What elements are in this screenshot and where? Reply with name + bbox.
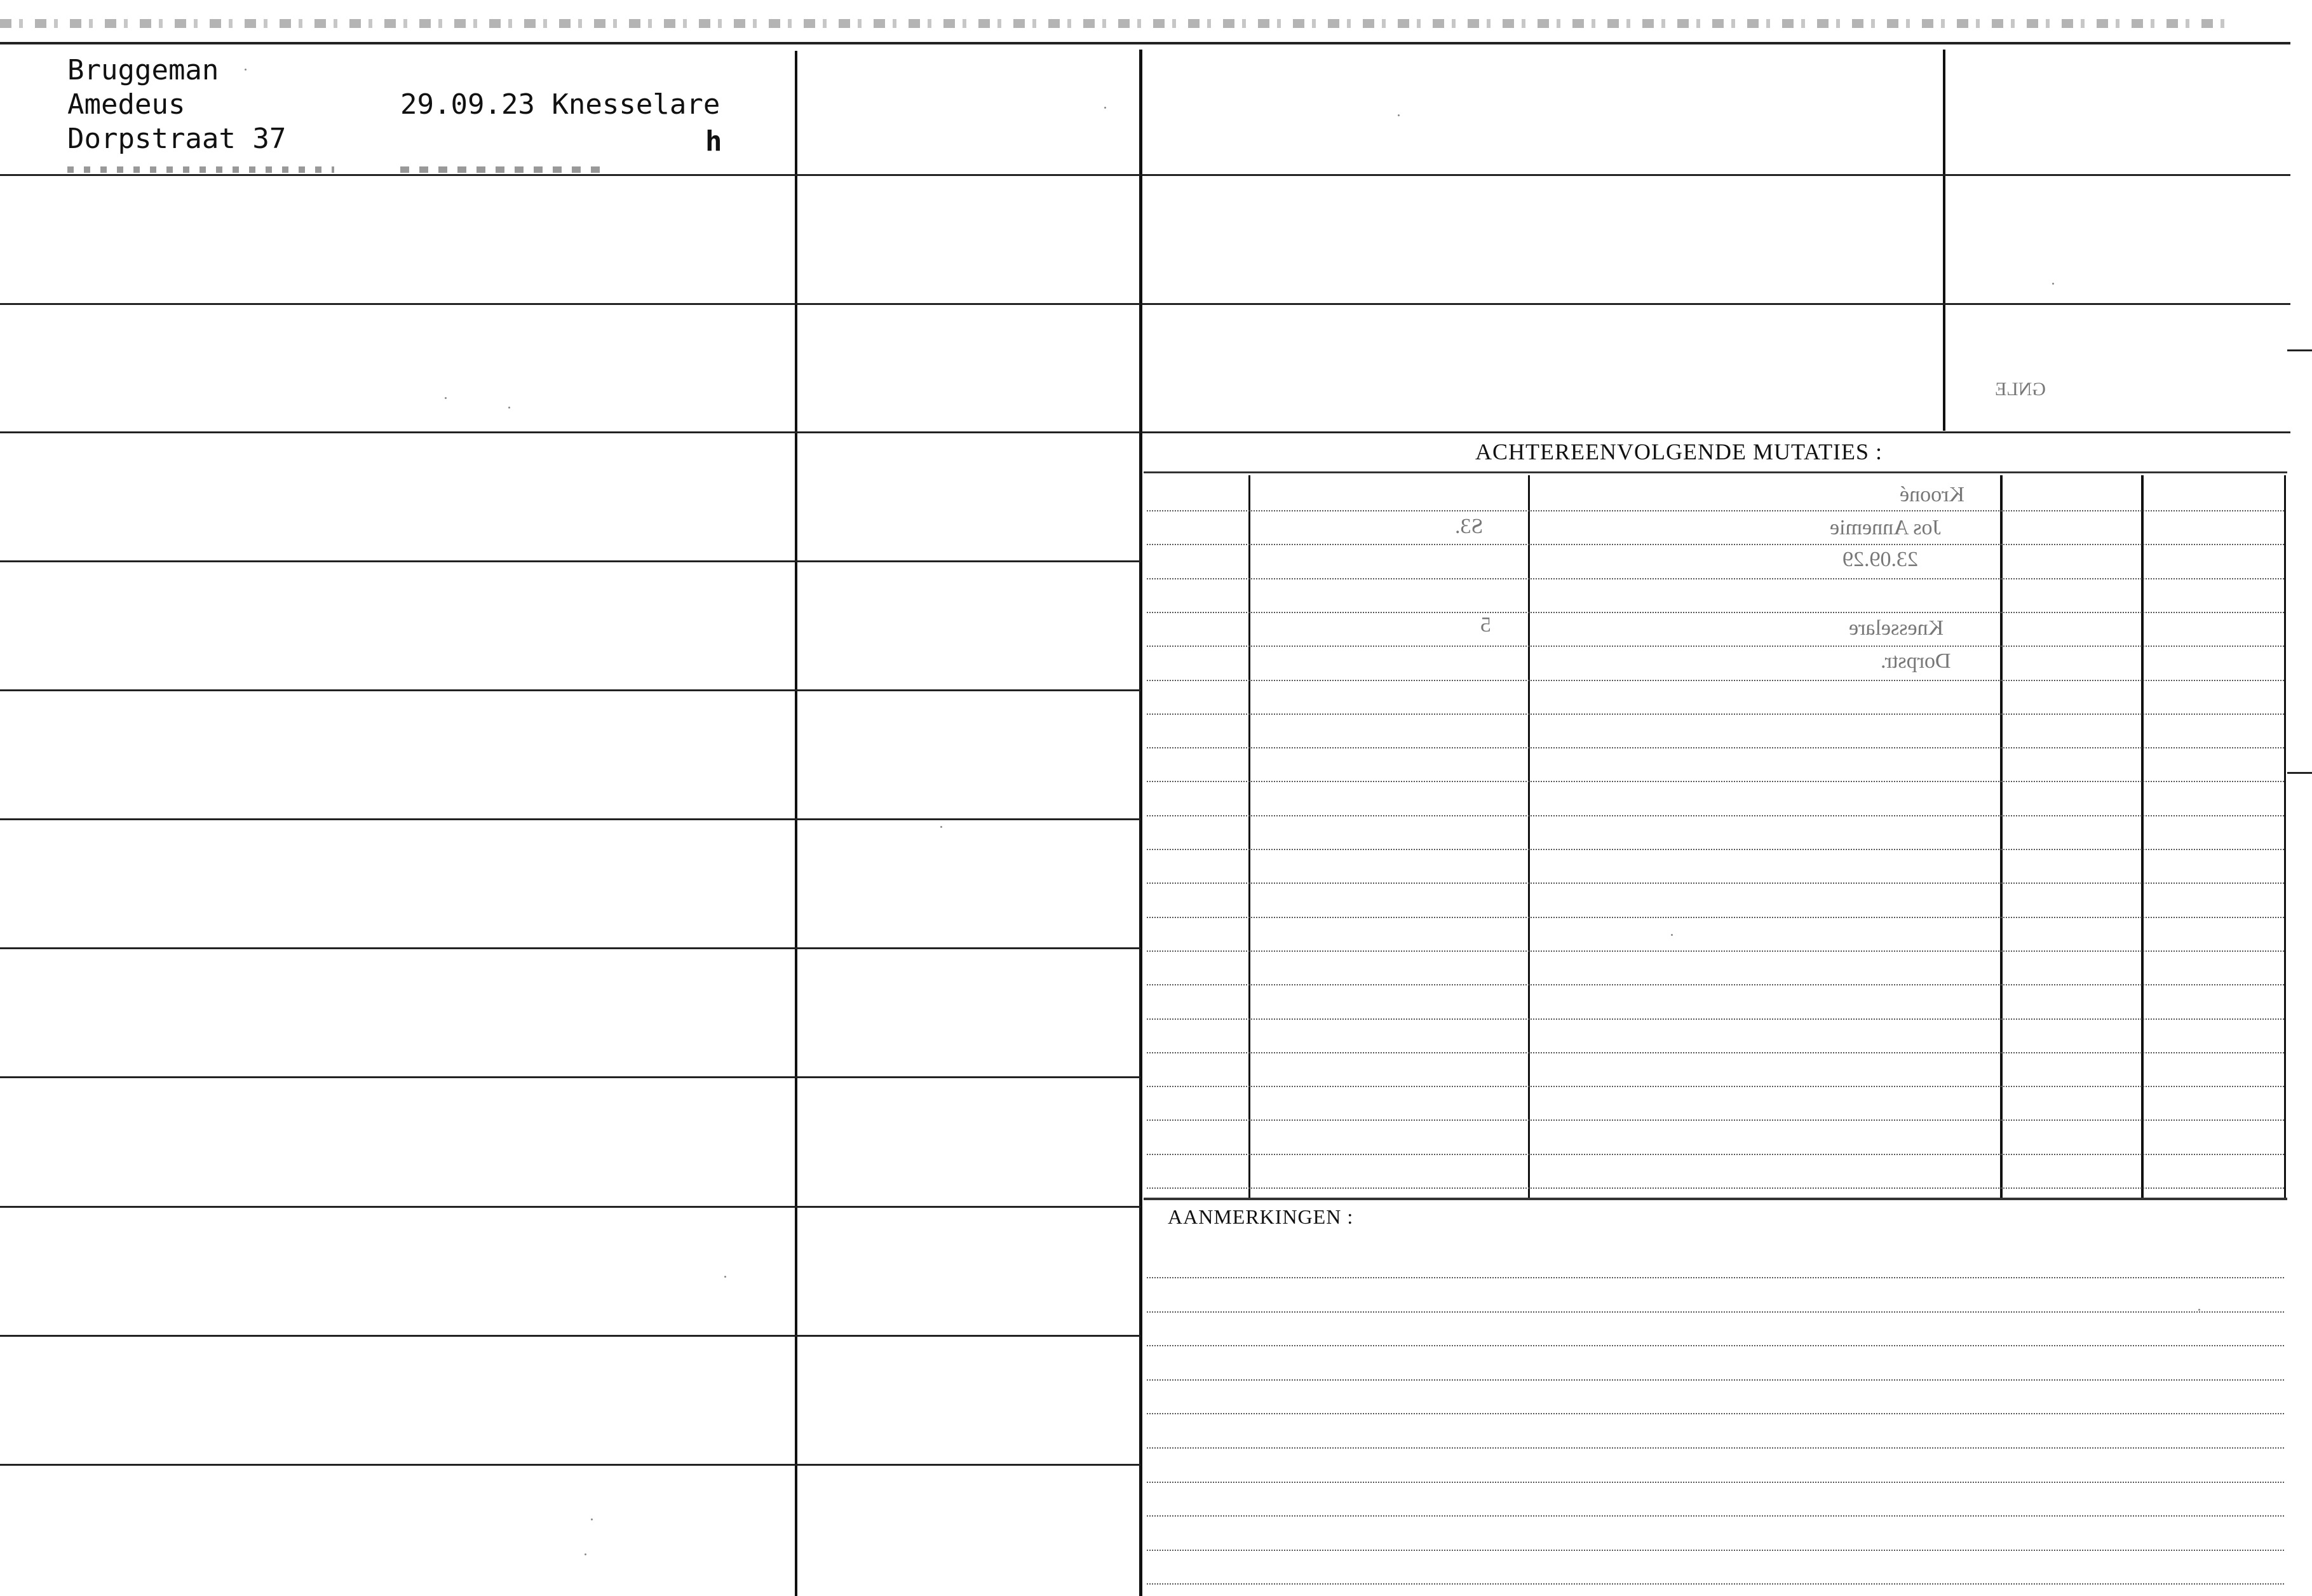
mutations-col-divider — [1248, 475, 1250, 1198]
right-row-line — [1142, 174, 2290, 176]
mutations-heading: ACHTEREENVOLGENDE MUTATIES : — [1475, 439, 1883, 464]
mutations-ruled-row — [1147, 747, 2284, 748]
mutations-ruled-row — [1147, 713, 2284, 715]
scan-speck — [585, 1553, 586, 1555]
remarks-ruled-row — [1147, 1345, 2284, 1346]
left-row-line — [0, 303, 1140, 305]
scan-speck — [1398, 114, 1400, 116]
mutations-ruled-row — [1147, 578, 2284, 579]
remarks-ruled-row — [1147, 1413, 2284, 1414]
left-row-line — [0, 174, 1140, 176]
mutations-table-right — [2284, 475, 2286, 1198]
remarks-ruled-row — [1147, 1447, 2284, 1449]
mutations-ruled-row — [1147, 984, 2284, 985]
address: Dorpstraat 37 — [67, 123, 287, 155]
left-row-line — [0, 1464, 1140, 1466]
mutations-ruled-row — [1147, 1052, 2284, 1053]
left-row-line — [0, 1076, 1140, 1078]
mutations-ruled-row — [1147, 849, 2284, 850]
remarks-ruled-row — [1147, 1482, 2284, 1483]
bleed-through-fragment: 5 — [1480, 613, 1491, 637]
left-row-line — [0, 560, 1140, 562]
remarks-ruled-row — [1147, 1311, 2284, 1313]
mutations-ruled-row — [1147, 612, 2284, 613]
mutations-ruled-row — [1147, 1018, 2284, 1020]
scan-speck — [1671, 934, 1673, 936]
bleed-through-text: Dorpstr. — [1881, 649, 1951, 673]
bleed-through-fragment: GNLE — [1995, 379, 2046, 400]
cut-off-text-fragment — [67, 166, 334, 173]
mutations-col-divider — [1528, 475, 1530, 1198]
left-row-line — [0, 1335, 1140, 1337]
right-upper-divider — [1943, 50, 1945, 431]
center-divider — [1139, 50, 1142, 1596]
left-row-line — [0, 1206, 1140, 1208]
bleed-through-text: Jos Annemie — [1830, 516, 1941, 539]
birth-date-place: 29.09.23 Knesselare — [400, 88, 720, 121]
remarks-ruled-row — [1147, 1515, 2284, 1517]
mutations-ruled-row — [1147, 950, 2284, 952]
scan-speck — [508, 407, 510, 409]
left-row-line — [0, 689, 1140, 691]
scan-speck — [445, 397, 447, 399]
mutations-ruled-row — [1147, 1154, 2284, 1155]
surname: Bruggeman — [67, 54, 219, 86]
right-row-line — [1142, 303, 2290, 305]
left-row-line — [0, 431, 1140, 433]
top-border — [0, 42, 2290, 44]
mutations-ruled-row — [1147, 917, 2284, 918]
mutations-ruled-row — [1147, 680, 2284, 681]
mutations-ruled-row — [1147, 1086, 2284, 1087]
scan-speck — [2198, 1309, 2200, 1311]
mutations-ruled-row — [1147, 781, 2284, 782]
left-row-line — [0, 947, 1140, 949]
remarks-ruled-row — [1147, 1379, 2284, 1381]
scan-speck — [2052, 283, 2054, 285]
scan-speck — [724, 1276, 726, 1278]
bleed-through-text: Krooné — [1900, 483, 1964, 506]
mutations-table-top — [1144, 471, 2287, 473]
bleed-through-text: Knesselare — [1849, 616, 1944, 640]
remarks-heading: AANMERKINGEN : — [1168, 1205, 1354, 1228]
remarks-ruled-row — [1147, 1277, 2284, 1278]
marker-letter: h — [705, 125, 722, 158]
mutations-ruled-row — [1147, 510, 2284, 511]
right-row-line — [1142, 431, 2290, 433]
mutations-ruled-row — [1147, 883, 2284, 884]
scan-speck — [591, 1518, 593, 1520]
mutations-ruled-row — [1147, 1187, 2284, 1189]
given-name: Amedeus — [67, 88, 186, 121]
mutations-col-divider — [2000, 475, 2003, 1198]
mutations-table-bottom — [1144, 1198, 2287, 1200]
mutations-ruled-row — [1147, 646, 2284, 647]
bleed-through-text: 23.09.29 — [1842, 548, 1918, 571]
mutations-col-divider — [2141, 475, 2144, 1198]
scan-speck — [1104, 107, 1106, 109]
cut-off-text-fragment — [400, 166, 610, 173]
remarks-ruled-row — [1147, 1550, 2284, 1551]
scan-edge-noise — [0, 19, 2236, 28]
left-column-divider — [795, 51, 797, 1596]
bleed-through-fragment: S3. — [1455, 515, 1484, 538]
mutations-ruled-row — [1147, 815, 2284, 816]
scan-speck — [940, 826, 942, 828]
left-row-line — [0, 818, 1140, 820]
mutations-ruled-row — [1147, 544, 2284, 545]
remarks-ruled-row — [1147, 1583, 2284, 1585]
scan-speck — [245, 69, 247, 71]
mutations-ruled-row — [1147, 1119, 2284, 1121]
edge-tick — [2287, 349, 2312, 351]
edge-tick — [2287, 772, 2312, 774]
